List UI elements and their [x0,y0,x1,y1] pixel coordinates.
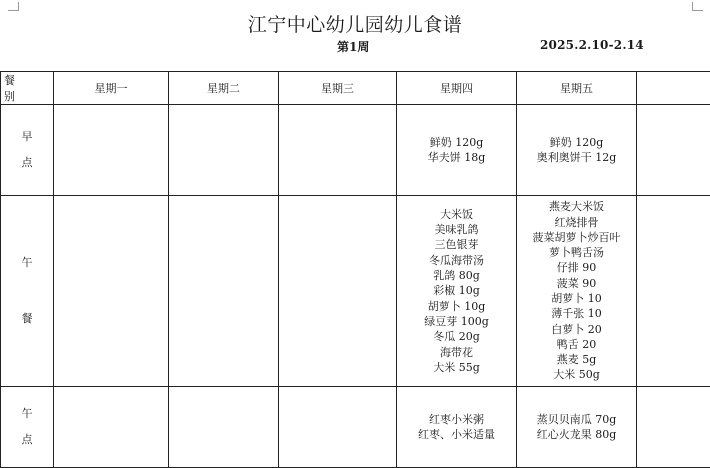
menu-item: 冬瓜海带汤 [397,253,516,268]
menu-item: 海带花 [397,345,516,360]
menu-cell-fri-lunch [517,196,637,387]
menu-item: 鲜奶 120g [517,135,636,150]
menu-item: 白萝卜 20 [517,322,636,337]
empty-cell [637,196,710,387]
meal-label-cell [1,387,54,468]
menu-item: 红心火龙果 80g [517,427,636,442]
meal-label-snack: 午点 [20,401,34,453]
table-header-row [1,72,710,105]
menu-cell-fri-snack [517,387,637,468]
menu-cell-thu-snack [397,387,517,468]
menu-item: 薄千张 10 [517,306,636,321]
menu-item: 鸭舌 20 [517,337,636,352]
menu-item: 蒸贝贝南瓜 70g [517,412,636,427]
meal-label-lunch: 午餐 [20,235,34,347]
menu-item: 燕麦 5g [517,352,636,367]
menu-item: 燕麦大米饭 [517,199,636,214]
menu-item: 乳鸽 80g [397,268,516,283]
menu-item: 大米饭 [397,207,516,222]
menu-cell-thu-breakfast [397,105,517,196]
menu-item: 萝卜鸭舌汤 [517,245,636,260]
menu-item: 仔排 90 [517,260,636,275]
menu-cell-tue-snack [169,387,279,468]
meal-label-cell [1,196,54,387]
meal-label-breakfast: 早点 [20,124,34,176]
menu-cell-mon-snack [54,387,169,468]
menu-cell-fri-breakfast [517,105,637,196]
menu-item: 红枣、小米适量 [397,427,516,442]
menu-item: 红烧排骨 [517,215,636,230]
menu-cell-wed-snack [279,387,397,468]
menu-cell-mon-breakfast [54,105,169,196]
menu-item: 菠菜 90 [517,276,636,291]
menu-item: 大米 50g [517,367,636,382]
menu-item: 彩椒 10g [397,283,516,298]
menu-item: 三色银芽 [397,237,516,252]
menu-cell-wed-breakfast [279,105,397,196]
table-row-snack [1,387,710,468]
menu-item: 大米 55g [397,360,516,375]
meal-label-cell [1,105,54,196]
menu-item: 胡萝卜 10 [517,291,636,306]
menu-item: 鲜奶 120g [397,135,516,150]
menu-item: 冬瓜 20g [397,329,516,344]
menu-cell-mon-lunch [54,196,169,387]
day-header-tue: 星期二 [169,72,279,105]
menu-item: 奥利奥饼干 12g [517,150,636,165]
menu-cell-tue-lunch [169,196,279,387]
day-header-thu: 星期四 [397,72,517,105]
day-header-wed: 星期三 [279,72,397,105]
date-range: 2025.2.10-2.14 [540,38,644,52]
week-label: 第1周 [337,38,369,55]
menu-cell-thu-lunch [397,196,517,387]
page-title: 江宁中心幼儿园幼儿食谱 [0,10,710,37]
menu-item: 胡萝卜 10g [397,299,516,314]
day-header-mon: 星期一 [54,72,169,105]
empty-cell [637,105,710,196]
menu-cell-wed-lunch [279,196,397,387]
menu-item: 绿豆芽 100g [397,314,516,329]
meal-type-header: 餐 别 [1,72,54,105]
menu-table [0,71,710,468]
table-row-lunch [1,196,710,387]
menu-item: 美味乳鸽 [397,222,516,237]
empty-header-cell [637,72,710,105]
menu-item: 红枣小米粥 [397,412,516,427]
menu-item: 华夫饼 18g [397,150,516,165]
day-header-fri: 星期五 [517,72,637,105]
table-row-breakfast [1,105,710,196]
empty-cell [637,387,710,468]
menu-item: 菠菜胡萝卜炒百叶 [517,230,636,245]
menu-cell-tue-breakfast [169,105,279,196]
